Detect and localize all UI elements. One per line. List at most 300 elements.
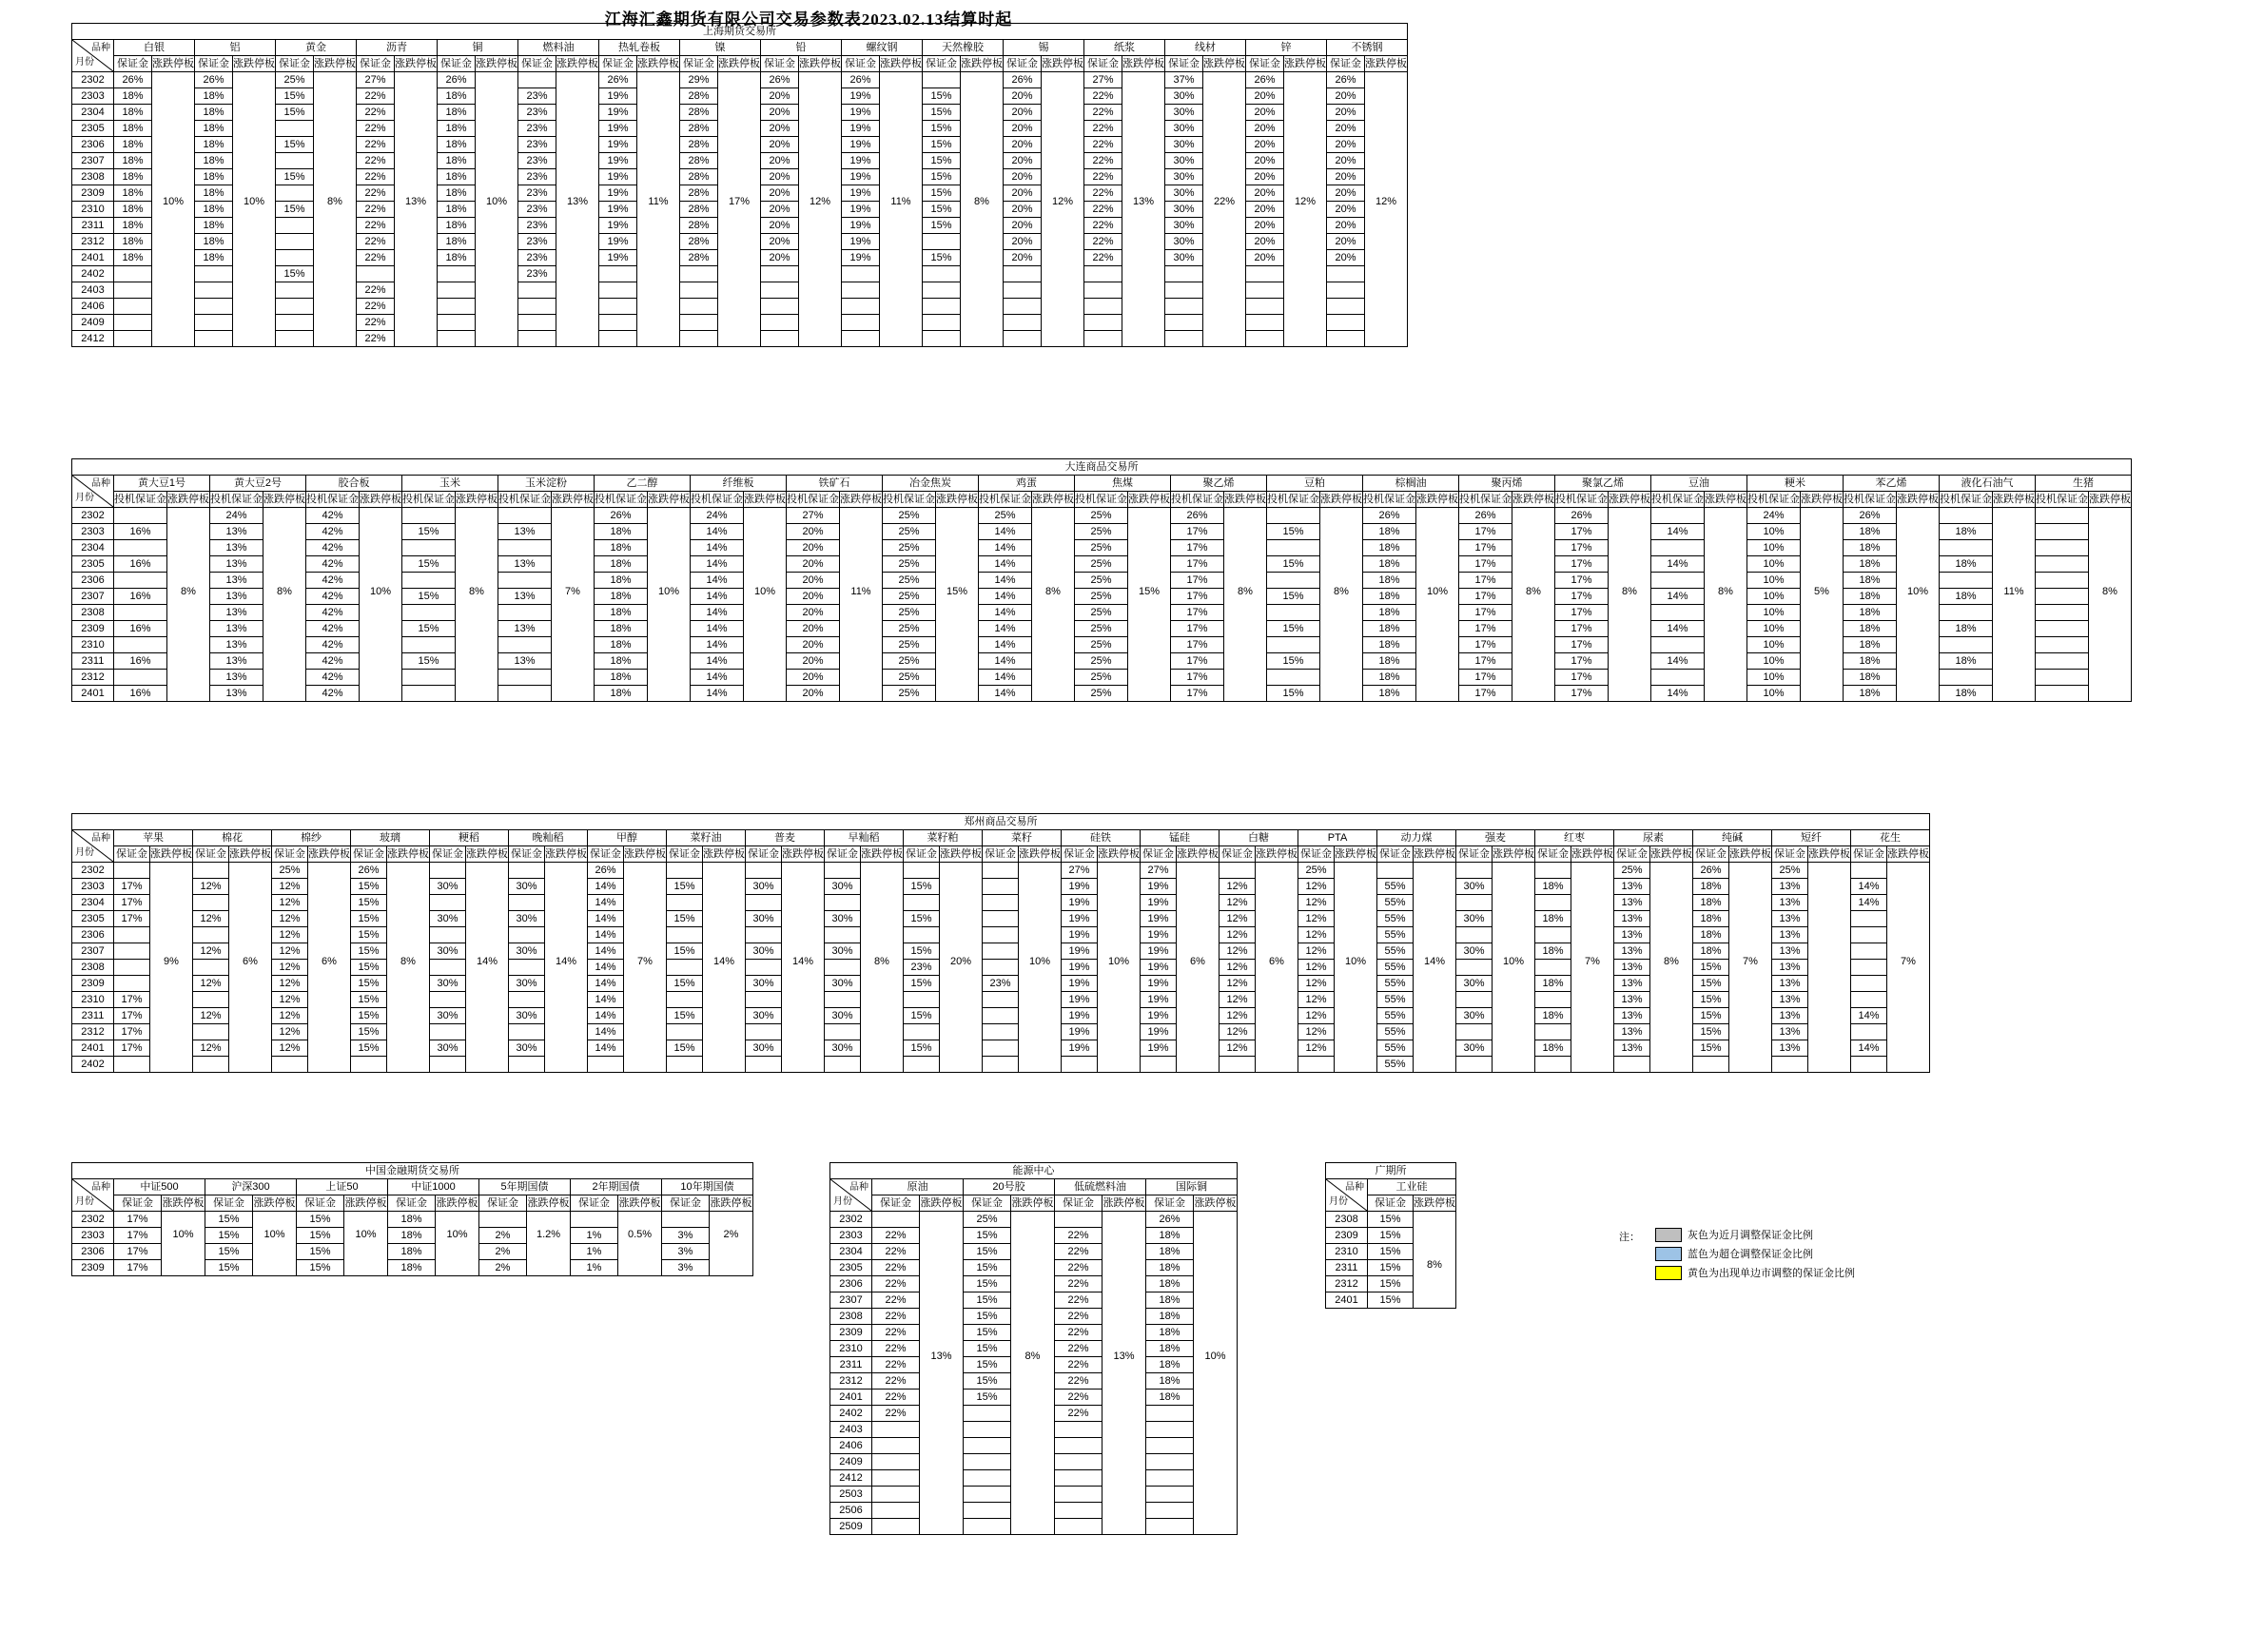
margin-cell: 18% [438, 153, 476, 169]
limit-cell [1808, 863, 1851, 1073]
col-header-limit: 涨跌停板 [1887, 846, 1930, 863]
margin-cell: 2% [479, 1228, 527, 1244]
margin-cell: 17% [1459, 621, 1512, 637]
margin-cell [438, 282, 476, 299]
col-header-limit: 涨跌停板 [466, 846, 509, 863]
margin-cell: 14% [588, 895, 624, 911]
margin-cell [509, 895, 545, 911]
legend-item-yellow [1655, 1265, 1855, 1280]
legend-label: 注： [1619, 1232, 1640, 1243]
month-cell: 2302 [72, 1212, 114, 1228]
limit-cell: 8% [1011, 1212, 1055, 1535]
limit-cell: 14% [466, 863, 509, 1073]
margin-cell: 17% [1555, 589, 1609, 605]
month-cell: 2401 [1326, 1292, 1368, 1309]
col-header-margin: 投机保证金 [883, 492, 936, 508]
margin-cell: 18% [1146, 1244, 1194, 1260]
product-header: 菜籽粕 [904, 830, 983, 846]
product-header: 铜 [438, 40, 518, 56]
margin-cell: 12% [1298, 911, 1335, 927]
margin-cell [667, 895, 703, 911]
margin-cell: 30% [746, 1040, 782, 1057]
month-cell: 2506 [830, 1503, 872, 1519]
col-header-margin: 保证金 [872, 1195, 920, 1212]
margin-cell: 15% [923, 153, 961, 169]
margin-cell [667, 992, 703, 1008]
table-czce [71, 813, 1930, 1073]
product-header: 冶金焦炭 [883, 476, 979, 492]
corner-header: 品种 月份 [72, 830, 114, 863]
margin-cell [509, 863, 545, 879]
margin-cell: 18% [1146, 1341, 1194, 1357]
col-header-margin: 保证金 [1327, 56, 1365, 72]
margin-cell: 12% [1298, 992, 1335, 1008]
month-cell: 2401 [72, 1040, 114, 1057]
margin-cell: 1% [571, 1228, 618, 1244]
product-header: 玉米 [402, 476, 498, 492]
margin-cell [498, 605, 552, 621]
margin-cell: 14% [691, 653, 744, 670]
margin-cell [872, 1503, 920, 1519]
limit-cell: 6% [308, 863, 351, 1073]
margin-cell: 20% [1004, 234, 1042, 250]
margin-cell: 15% [964, 1276, 1011, 1292]
margin-cell: 30% [1165, 153, 1203, 169]
margin-cell: 17% [1171, 524, 1224, 540]
margin-cell: 15% [1693, 1024, 1729, 1040]
margin-cell: 22% [1084, 105, 1122, 121]
margin-cell: 18% [1535, 1008, 1571, 1024]
margin-cell: 15% [276, 137, 314, 153]
margin-cell: 14% [588, 1040, 624, 1057]
limit-cell: 8% [1320, 508, 1363, 702]
margin-cell [276, 250, 314, 266]
margin-cell: 22% [1055, 1244, 1102, 1260]
margin-cell [195, 331, 233, 347]
margin-cell [1246, 266, 1284, 282]
margin-cell: 19% [842, 153, 880, 169]
margin-cell: 13% [1614, 1008, 1650, 1024]
margin-cell: 18% [1693, 927, 1729, 943]
margin-cell: 25% [1075, 573, 1128, 589]
margin-cell: 15% [297, 1260, 344, 1276]
product-header: 中证1000 [388, 1179, 479, 1195]
margin-cell: 25% [1075, 621, 1128, 637]
margin-cell [1055, 1212, 1102, 1228]
margin-cell: 19% [1062, 927, 1098, 943]
margin-cell: 15% [1368, 1276, 1414, 1292]
margin-cell: 15% [1693, 992, 1729, 1008]
margin-cell: 55% [1377, 927, 1414, 943]
margin-cell: 18% [438, 185, 476, 202]
margin-cell: 14% [691, 637, 744, 653]
margin-cell [1246, 315, 1284, 331]
limit-cell: 10% [233, 72, 276, 347]
margin-cell [438, 266, 476, 282]
col-header-margin: 投机保证金 [210, 492, 263, 508]
margin-cell: 20% [1004, 202, 1042, 218]
margin-cell [402, 605, 456, 621]
limit-cell: 13% [1102, 1212, 1146, 1535]
margin-cell: 19% [1141, 927, 1177, 943]
margin-cell: 19% [842, 105, 880, 121]
col-header-limit: 涨跌停板 [556, 56, 599, 72]
month-cell: 2307 [72, 153, 114, 169]
margin-cell: 25% [883, 653, 936, 670]
month-cell: 2306 [830, 1276, 872, 1292]
month-cell: 2303 [72, 88, 114, 105]
margin-cell [904, 992, 940, 1008]
col-header-margin: 保证金 [746, 846, 782, 863]
limit-cell: 8% [456, 508, 498, 702]
margin-cell: 30% [1165, 250, 1203, 266]
margin-cell: 15% [297, 1228, 344, 1244]
margin-cell: 12% [1298, 976, 1335, 992]
margin-cell: 25% [1298, 863, 1335, 879]
col-header-limit: 涨跌停板 [150, 846, 193, 863]
limit-cell: 10% [1416, 508, 1459, 702]
margin-cell: 17% [1459, 637, 1512, 653]
margin-cell: 17% [1171, 637, 1224, 653]
margin-cell [983, 1024, 1019, 1040]
margin-cell: 25% [883, 524, 936, 540]
product-header: 普麦 [746, 830, 825, 846]
margin-cell [1456, 960, 1493, 976]
margin-cell: 26% [1246, 72, 1284, 88]
margin-cell: 30% [430, 911, 466, 927]
product-header: 沪深300 [205, 1179, 297, 1195]
margin-cell [599, 282, 637, 299]
col-header-margin: 保证金 [1141, 846, 1177, 863]
margin-cell: 22% [872, 1292, 920, 1309]
margin-cell: 12% [1298, 895, 1335, 911]
legend-text-blue: 蓝色为超仓调整保证金比例 [1688, 1249, 1813, 1260]
margin-cell: 15% [402, 556, 456, 573]
margin-cell: 18% [1146, 1276, 1194, 1292]
margin-cell: 25% [1772, 863, 1808, 879]
col-header-limit: 涨跌停板 [1801, 492, 1844, 508]
margin-cell: 19% [842, 202, 880, 218]
margin-cell: 22% [357, 137, 395, 153]
month-cell: 2309 [72, 1260, 114, 1276]
margin-cell: 30% [509, 1008, 545, 1024]
margin-cell [983, 927, 1019, 943]
exchange-title: 中国金融期货交易所 [72, 1163, 753, 1179]
margin-cell: 13% [1772, 976, 1808, 992]
margin-cell [114, 282, 152, 299]
margin-cell [1146, 1487, 1194, 1503]
margin-cell: 30% [1456, 879, 1493, 895]
margin-cell: 16% [114, 621, 167, 637]
margin-cell [2036, 686, 2089, 702]
month-cell: 2406 [72, 299, 114, 315]
margin-cell [114, 508, 167, 524]
margin-cell [402, 573, 456, 589]
margin-cell: 18% [1844, 653, 1897, 670]
margin-cell: 20% [787, 686, 840, 702]
margin-cell: 17% [1555, 653, 1609, 670]
margin-cell: 15% [1267, 653, 1320, 670]
margin-cell: 18% [1363, 653, 1416, 670]
col-header-margin: 保证金 [351, 846, 387, 863]
month-cell: 2312 [830, 1373, 872, 1390]
product-header: 棉花 [193, 830, 272, 846]
margin-cell [746, 960, 782, 976]
margin-cell [272, 1057, 308, 1073]
margin-cell [983, 895, 1019, 911]
col-header-margin: 保证金 [1298, 846, 1335, 863]
margin-cell: 15% [964, 1292, 1011, 1309]
col-header-limit: 涨跌停板 [162, 1195, 205, 1212]
margin-cell: 20% [1004, 88, 1042, 105]
margin-cell: 24% [691, 508, 744, 524]
margin-cell [2036, 621, 2089, 637]
margin-cell: 22% [872, 1373, 920, 1390]
margin-cell [1220, 1057, 1256, 1073]
limit-cell: 8% [1650, 863, 1693, 1073]
margin-cell: 17% [1459, 540, 1512, 556]
margin-cell: 42% [306, 573, 360, 589]
margin-cell: 18% [595, 556, 648, 573]
margin-cell: 12% [1298, 879, 1335, 895]
limit-cell: 10% [253, 1212, 297, 1276]
margin-cell: 22% [357, 234, 395, 250]
margin-cell: 18% [595, 605, 648, 621]
margin-cell: 30% [746, 976, 782, 992]
margin-cell: 12% [1298, 1024, 1335, 1040]
margin-cell: 18% [595, 686, 648, 702]
product-header: 苯乙烯 [1844, 476, 1940, 492]
margin-cell [872, 1519, 920, 1535]
margin-cell: 20% [1327, 88, 1365, 105]
col-header-limit: 涨跌停板 [1042, 56, 1084, 72]
margin-cell [599, 299, 637, 315]
limit-cell: 12% [799, 72, 842, 347]
margin-cell: 20% [1004, 137, 1042, 153]
margin-cell: 22% [872, 1341, 920, 1357]
margin-cell: 15% [1267, 556, 1320, 573]
margin-cell: 22% [357, 315, 395, 331]
margin-cell [1535, 992, 1571, 1008]
margin-cell: 22% [1084, 218, 1122, 234]
margin-cell [1267, 637, 1320, 653]
margin-cell [1327, 282, 1365, 299]
margin-cell: 19% [1062, 943, 1098, 960]
margin-cell: 17% [114, 1228, 162, 1244]
margin-cell: 15% [1368, 1260, 1414, 1276]
limit-cell: 11% [637, 72, 680, 347]
margin-cell: 22% [1055, 1228, 1102, 1244]
month-cell: 2311 [72, 1008, 114, 1024]
limit-cell: 10% [1335, 863, 1377, 1073]
margin-cell [1146, 1454, 1194, 1470]
margin-cell: 15% [923, 218, 961, 234]
col-header-margin: 保证金 [195, 56, 233, 72]
margin-cell: 27% [1141, 863, 1177, 879]
margin-cell [276, 234, 314, 250]
margin-cell [276, 185, 314, 202]
margin-cell: 18% [1844, 573, 1897, 589]
product-header: 线材 [1165, 40, 1246, 56]
margin-cell: 19% [599, 105, 637, 121]
margin-cell: 30% [509, 943, 545, 960]
margin-cell [1267, 540, 1320, 556]
margin-cell: 16% [114, 556, 167, 573]
margin-cell [1084, 331, 1122, 347]
margin-cell: 55% [1377, 1008, 1414, 1024]
col-header-margin: 保证金 [662, 1195, 710, 1212]
limit-cell: 7% [1571, 863, 1614, 1073]
margin-cell: 28% [680, 153, 718, 169]
margin-cell: 17% [1171, 573, 1224, 589]
margin-cell: 14% [979, 589, 1032, 605]
margin-cell: 18% [195, 169, 233, 185]
margin-cell: 18% [1940, 621, 1993, 637]
product-header: 菜籽 [983, 830, 1062, 846]
margin-cell: 25% [1075, 589, 1128, 605]
margin-cell: 15% [351, 1024, 387, 1040]
margin-cell: 20% [1246, 185, 1284, 202]
margin-cell: 25% [1075, 540, 1128, 556]
col-header-limit: 涨跌停板 [253, 1195, 297, 1212]
margin-cell: 18% [1146, 1292, 1194, 1309]
col-header-margin: 保证金 [588, 846, 624, 863]
margin-cell: 18% [1363, 621, 1416, 637]
margin-cell: 14% [588, 879, 624, 895]
margin-cell [599, 331, 637, 347]
margin-cell: 30% [1456, 976, 1493, 992]
margin-cell [498, 686, 552, 702]
margin-cell: 10% [1747, 556, 1801, 573]
limit-cell: 9% [150, 863, 193, 1073]
product-header: 粳稻 [430, 830, 509, 846]
month-cell: 2401 [830, 1390, 872, 1406]
margin-cell: 17% [1459, 653, 1512, 670]
margin-cell [872, 1212, 920, 1228]
margin-cell: 17% [1459, 556, 1512, 573]
margin-cell: 15% [1267, 524, 1320, 540]
margin-cell [680, 299, 718, 315]
margin-cell: 22% [872, 1260, 920, 1276]
margin-cell [1651, 508, 1705, 524]
margin-cell: 22% [1055, 1373, 1102, 1390]
margin-cell: 13% [1772, 1008, 1808, 1024]
product-header: 黄大豆2号 [210, 476, 306, 492]
margin-cell [114, 605, 167, 621]
month-cell: 2305 [72, 556, 114, 573]
margin-cell: 15% [904, 1040, 940, 1057]
margin-cell: 18% [595, 589, 648, 605]
col-header-limit: 涨跌停板 [618, 1195, 662, 1212]
margin-cell: 22% [872, 1357, 920, 1373]
margin-cell: 15% [667, 943, 703, 960]
margin-cell: 12% [1220, 879, 1256, 895]
margin-cell [983, 992, 1019, 1008]
margin-cell [1146, 1422, 1194, 1438]
limit-cell: 7% [1729, 863, 1772, 1073]
margin-cell: 17% [1459, 686, 1512, 702]
margin-cell: 19% [1141, 1040, 1177, 1057]
margin-cell: 18% [1940, 653, 1993, 670]
margin-cell: 19% [599, 185, 637, 202]
margin-cell: 18% [1844, 637, 1897, 653]
product-header: 晚籼稻 [509, 830, 588, 846]
margin-cell [1377, 863, 1414, 879]
margin-cell: 13% [1772, 992, 1808, 1008]
margin-cell: 13% [1614, 943, 1650, 960]
col-header-limit: 涨跌停板 [1416, 492, 1459, 508]
margin-cell: 15% [351, 960, 387, 976]
margin-cell: 15% [351, 895, 387, 911]
month-cell: 2402 [72, 266, 114, 282]
margin-cell [114, 573, 167, 589]
margin-cell [479, 1212, 527, 1228]
margin-cell: 13% [1614, 911, 1650, 927]
margin-cell: 55% [1377, 992, 1414, 1008]
margin-cell: 42% [306, 637, 360, 653]
limit-cell: 15% [1128, 508, 1171, 702]
col-header-margin: 投机保证金 [787, 492, 840, 508]
margin-cell: 13% [210, 589, 263, 605]
margin-cell: 14% [1651, 621, 1705, 637]
margin-cell: 19% [599, 202, 637, 218]
margin-cell: 55% [1377, 1024, 1414, 1040]
margin-cell: 20% [761, 153, 799, 169]
margin-cell: 14% [1651, 524, 1705, 540]
table-row [830, 1212, 1238, 1228]
margin-cell [193, 992, 229, 1008]
limit-cell: 13% [395, 72, 438, 347]
margin-cell [114, 670, 167, 686]
margin-cell [1456, 863, 1493, 879]
margin-cell: 28% [680, 250, 718, 266]
limit-cell: 10% [436, 1212, 479, 1276]
margin-cell: 18% [195, 88, 233, 105]
margin-cell [518, 282, 556, 299]
margin-cell [923, 315, 961, 331]
product-header: 沥青 [357, 40, 438, 56]
margin-cell: 28% [680, 218, 718, 234]
margin-cell: 15% [904, 976, 940, 992]
margin-cell: 15% [351, 1008, 387, 1024]
margin-cell [518, 331, 556, 347]
margin-cell: 18% [195, 137, 233, 153]
limit-cell: 10% [360, 508, 402, 702]
margin-cell: 15% [923, 137, 961, 153]
product-header: 生猪 [2036, 476, 2132, 492]
margin-cell: 25% [883, 670, 936, 686]
limit-cell: 14% [545, 863, 588, 1073]
col-header-margin: 保证金 [1851, 846, 1887, 863]
limit-cell: 1.2% [527, 1212, 571, 1276]
margin-cell: 25% [1075, 670, 1128, 686]
margin-cell: 12% [193, 1040, 229, 1057]
margin-cell [872, 1470, 920, 1487]
margin-cell: 42% [306, 670, 360, 686]
margin-cell [114, 976, 150, 992]
margin-cell: 17% [1459, 589, 1512, 605]
margin-cell: 17% [114, 1260, 162, 1276]
margin-cell: 19% [842, 185, 880, 202]
col-header-limit: 涨跌停板 [2089, 492, 2132, 508]
product-header: 天然橡胶 [923, 40, 1004, 56]
limit-cell: 8% [1032, 508, 1075, 702]
limit-cell: 10% [1897, 508, 1940, 702]
margin-cell: 18% [1693, 895, 1729, 911]
margin-cell [430, 1024, 466, 1040]
margin-cell: 19% [842, 234, 880, 250]
margin-cell: 15% [402, 621, 456, 637]
